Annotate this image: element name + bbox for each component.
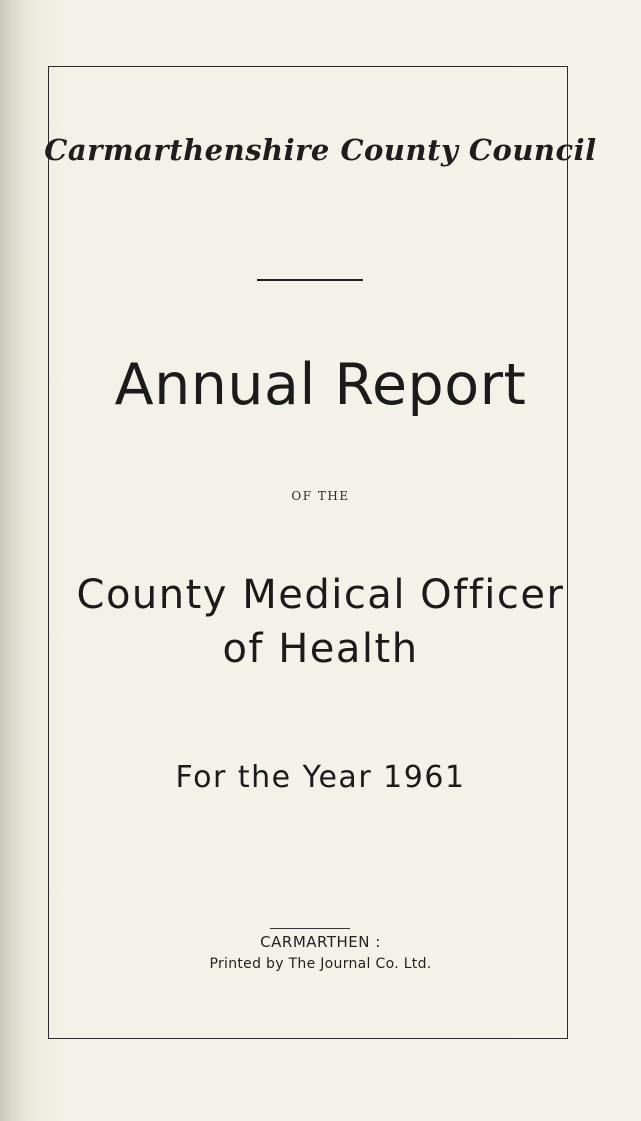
imprint-place: CARMARTHEN : bbox=[260, 933, 381, 951]
council-heading: Carmarthenshire County Council bbox=[44, 133, 597, 167]
subject-line-2: of Health bbox=[222, 626, 419, 672]
of-the-label: OF THE bbox=[291, 489, 350, 503]
report-title: Annual Report bbox=[114, 352, 527, 418]
subject-line-1: County Medical Officer bbox=[76, 572, 565, 618]
heading-divider bbox=[257, 279, 363, 281]
imprint-printer: Printed by The Journal Co. Ltd. bbox=[209, 956, 432, 972]
page-border bbox=[48, 66, 568, 1039]
imprint-divider bbox=[270, 928, 350, 929]
report-year: For the Year 1961 bbox=[175, 760, 466, 795]
